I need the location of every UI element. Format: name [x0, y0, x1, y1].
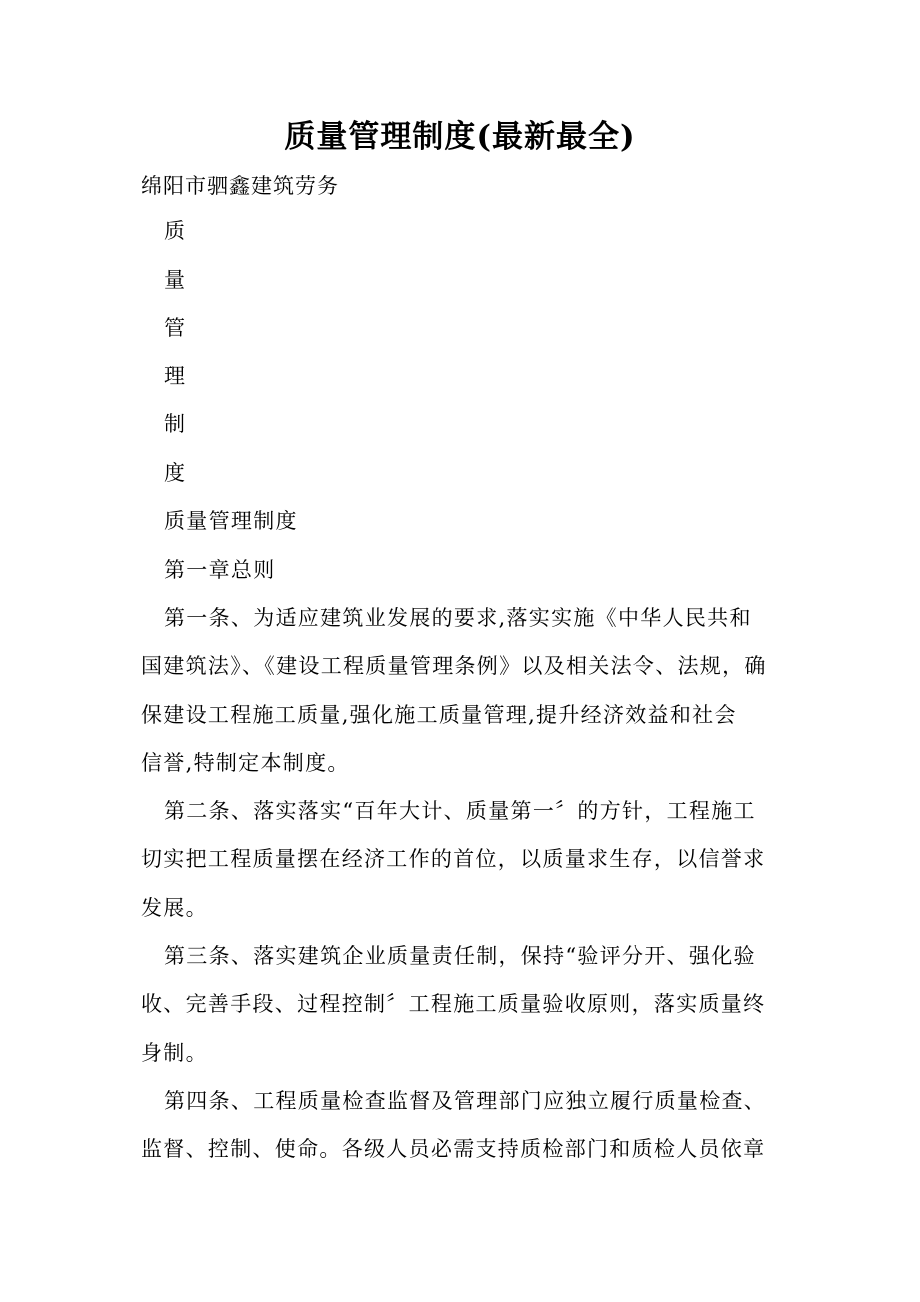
article-3-line-1: 第三条、落实建筑企业质量责任制，保持“验评分开、强化验 — [164, 944, 756, 968]
article-3-line-3: 身制。 — [141, 1041, 208, 1065]
section-subtitle: 质量管理制度 — [164, 509, 298, 533]
article-2-line-1: 第二条、落实落实“百年大计、质量第一〞的方针，工程施工 — [164, 799, 756, 823]
article-3-line-2: 收、完善手段、过程控制〞工程施工质量验收原则，落实质量终 — [141, 992, 766, 1016]
vertical-title-char: 管 — [164, 316, 185, 340]
article-1-line-2: 国建筑法》、《建设工程质量管理条例》以及相关法令、法规，确 — [141, 654, 767, 678]
article-2-line-3: 发展。 — [141, 896, 208, 920]
chapter-heading: 第一章总则 — [164, 558, 276, 582]
article-4-line-2: 监督、控制、使命。各级人员必需支持质检部门和质检人员依章 — [141, 1137, 766, 1161]
article-1-line-3: 保建设工程施工质量,强化施工质量管理,提升经济效益和社会 — [141, 703, 737, 727]
vertical-title-char: 制 — [164, 412, 185, 436]
article-1-line-4: 信誉,特制定本制度。 — [141, 751, 350, 775]
document-title: 质量管理制度(最新最全) — [284, 119, 636, 155]
vertical-title-char: 度 — [164, 461, 185, 485]
vertical-title-char: 量 — [164, 268, 185, 292]
article-4-line-1: 第四条、工程质量检查监督及管理部门应独立履行质量检查、 — [164, 1089, 767, 1113]
vertical-title-char: 理 — [164, 364, 185, 388]
article-1-line-1: 第一条、为适应建筑业发展的要求,落实实施《中华人民共和 — [164, 606, 752, 630]
vertical-title-char: 质 — [164, 219, 185, 243]
article-2-line-2: 切实把工程质量摆在经济工作的首位，以质量求生存，以信誉求 — [141, 847, 766, 871]
organization-name: 绵阳市驷鑫建筑劳务 — [141, 174, 339, 198]
